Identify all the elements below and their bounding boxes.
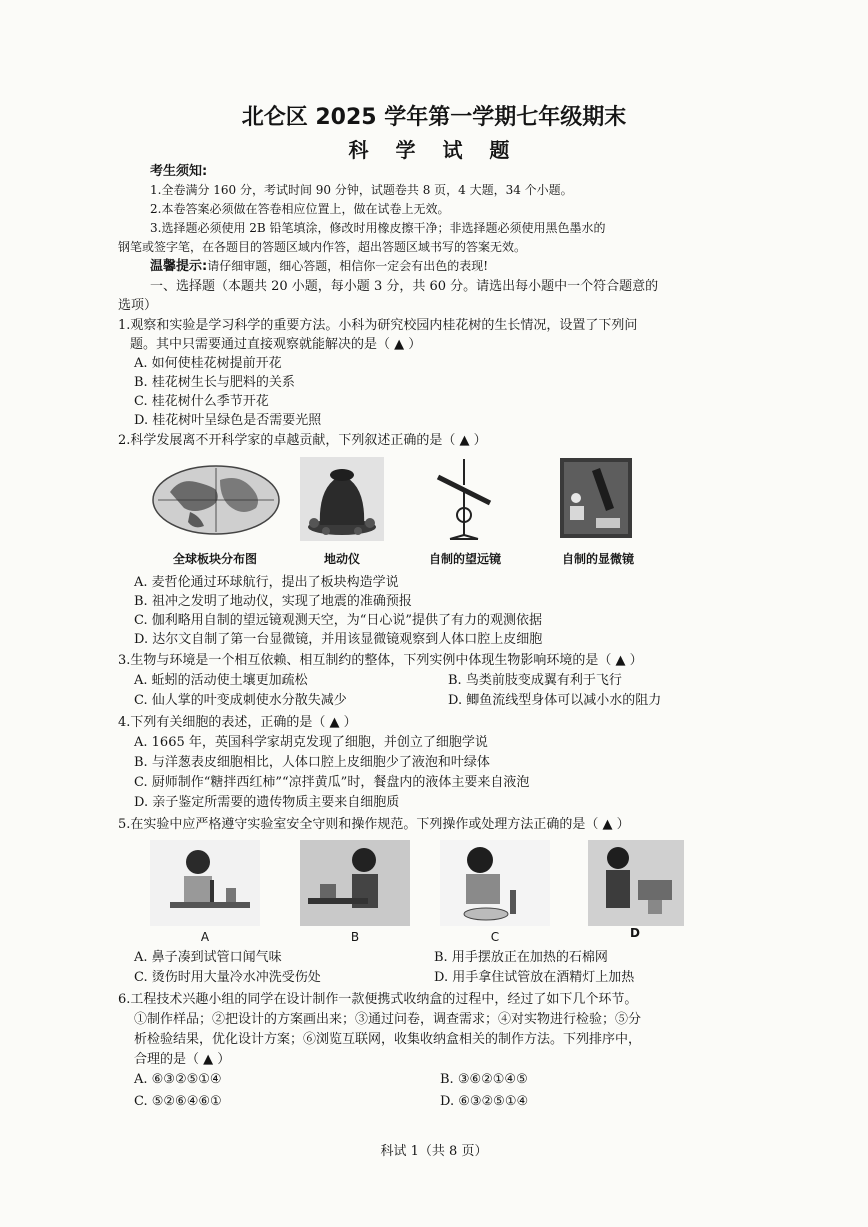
- q2-caption-map: 全球板块分布图: [172, 552, 257, 566]
- q4-option-a: A. 1665 年，英国科学家胡克发现了细胞，并创立了细胞学说: [134, 735, 488, 750]
- q6-option-c: C. ⑤②⑥④⑥①: [134, 1094, 222, 1109]
- q1-option-a: A. 如何使桂花树提前开花: [134, 356, 282, 371]
- q5-image-c: [440, 840, 550, 926]
- q1-option-b: B. 桂花树生长与肥料的关系: [134, 375, 295, 390]
- q5-stem: 5.在实验中应严格遵守实验室安全守则和操作规范。下列操作或处理方法正确的是（ ▲ ）: [118, 817, 630, 832]
- seismograph-image: [300, 457, 384, 541]
- q4-option-d: D. 亲子鉴定所需要的遗传物质主要来自细胞质: [134, 795, 400, 810]
- world-plate-map-image: [150, 462, 282, 538]
- q5-image-d: [588, 840, 684, 926]
- q1-option-c: C. 桂花树什么季节开花: [134, 394, 269, 409]
- notice-heading: 考生须知:: [150, 164, 208, 179]
- tip-label: 温馨提示:: [150, 259, 208, 274]
- q1-option-d: D. 桂花树叶呈绿色是否需要光照: [134, 413, 322, 428]
- q1-stem: 1.观察和实验是学习科学的重要方法。小科为研究校园内桂花树的生长情况，设置了下列问: [118, 318, 638, 333]
- q2-option-d: D. 达尔文自制了第一台显微镜，并用该显微镜观察到人体口腔上皮细胞: [134, 632, 543, 647]
- q1-stem-cont: 题。其中只需要通过直接观察就能解决的是（ ▲ ）: [130, 337, 422, 352]
- notice-item-1: 1.全卷满分 160 分，考试时间 90 分钟，试题卷共 8 页，4 大题，34 个小题。: [150, 183, 573, 197]
- q5-image-b: [300, 840, 410, 926]
- q6-option-a: A. ⑥③②⑤①④: [134, 1072, 222, 1087]
- q2-option-c: C. 伽利略用自制的望远镜观测天空，为“日心说”提供了有力的观测依据: [134, 613, 543, 628]
- microscope-image: [560, 458, 632, 538]
- q2-stem: 2.科学发展离不开科学家的卓越贡献，下列叙述正确的是（ ▲ ）: [118, 433, 487, 448]
- exam-subtitle: 科 学 试 题: [348, 138, 520, 162]
- exam-title: 北仑区 2025 学年第一学期七年级期末: [241, 105, 627, 130]
- page-footer: 科试 1（共 8 页）: [380, 1144, 488, 1159]
- q5-option-a: A. 鼻子凑到试管口闻气味: [134, 950, 282, 965]
- q3-option-b: B. 鸟类前肢变成翼有利于飞行: [448, 673, 622, 688]
- q5-option-c: C. 烫伤时用大量冷水冲洗受伤处: [134, 970, 321, 985]
- q6-stem-2: ①制作样品；②把设计的方案画出来；③通过问卷，调查需求；④对实物进行检验；⑤分: [134, 1012, 642, 1027]
- section-heading: 一、选择题（本题共 20 小题，每小题 3 分，共 60 分。请选出每小题中一个符合题意的: [150, 279, 659, 294]
- q2-option-a: A. 麦哲伦通过环球航行，提出了板块构造学说: [134, 575, 399, 590]
- q4-option-b: B. 与洋葱表皮细胞相比，人体口腔上皮细胞少了液泡和叶绿体: [134, 755, 490, 770]
- q6-stem-3: 析检验结果，优化设计方案；⑥浏览互联网，收集收纳盒相关的制作方法。下列排序中，: [134, 1032, 642, 1047]
- q5-label-a: A: [200, 930, 210, 944]
- q5-option-d: D. 用手拿住试管放在酒精灯上加热: [434, 970, 635, 985]
- q3-stem: 3.生物与环境是一个相互依赖、相互制约的整体，下列实例中体现生物影响环境的是（ ▲ ）: [118, 653, 643, 668]
- notice-item-4: 钢笔或签字笔，在各题目的答题区域内作答，超出答题区域书写的答案无效。: [118, 240, 527, 254]
- q3-option-c: C. 仙人掌的叶变成刺使水分散失减少: [134, 693, 347, 708]
- section-heading-cont: 选项）: [118, 298, 158, 313]
- q5-label-b: B: [350, 930, 360, 944]
- notice-item-2: 2.本卷答案必须做在答卷相应位置上，做在试卷上无效。: [150, 202, 450, 216]
- q6-stem-4: 合理的是（ ▲ ）: [134, 1052, 231, 1067]
- q2-caption-microscope: 自制的显微镜: [561, 552, 634, 566]
- q4-stem: 4.下列有关细胞的表述，正确的是（ ▲ ）: [118, 715, 357, 730]
- tip-text: 请仔细审题，细心答题，相信你一定会有出色的表现!: [207, 259, 489, 273]
- q5-option-b: B. 用手摆放正在加热的石棉网: [434, 950, 608, 965]
- q3-option-a: A. 蚯蚓的活动使土壤更加疏松: [134, 673, 308, 688]
- telescope-image: [430, 455, 500, 545]
- q5-label-d: D: [630, 926, 640, 940]
- q3-option-d: D. 鲫鱼流线型身体可以减小水的阻力: [448, 693, 662, 708]
- q6-stem: 6.工程技术兴趣小组的同学在设计制作一款便携式收纳盒的过程中，经过了如下几个环节。: [118, 992, 638, 1007]
- q2-caption-telescope: 自制的望远镜: [428, 552, 501, 566]
- q6-option-d: D. ⑥③②⑤①④: [440, 1094, 529, 1109]
- q4-option-c: C. 厨师制作“糖拌西红柿”“凉拌黄瓜”时，餐盘内的液体主要来自液泡: [134, 775, 530, 790]
- q2-option-b: B. 祖冲之发明了地动仪，实现了地震的准确预报: [134, 594, 412, 609]
- q5-image-a: [150, 840, 260, 926]
- q5-label-c: C: [490, 930, 500, 944]
- q6-option-b: B. ③⑥②①④⑤: [440, 1072, 528, 1087]
- notice-item-3: 3.选择题必须使用 2B 铅笔填涂，修改时用橡皮擦干净；非选择题必须使用黑色墨水的: [150, 221, 606, 235]
- q2-caption-seismograph: 地动仪: [323, 552, 360, 566]
